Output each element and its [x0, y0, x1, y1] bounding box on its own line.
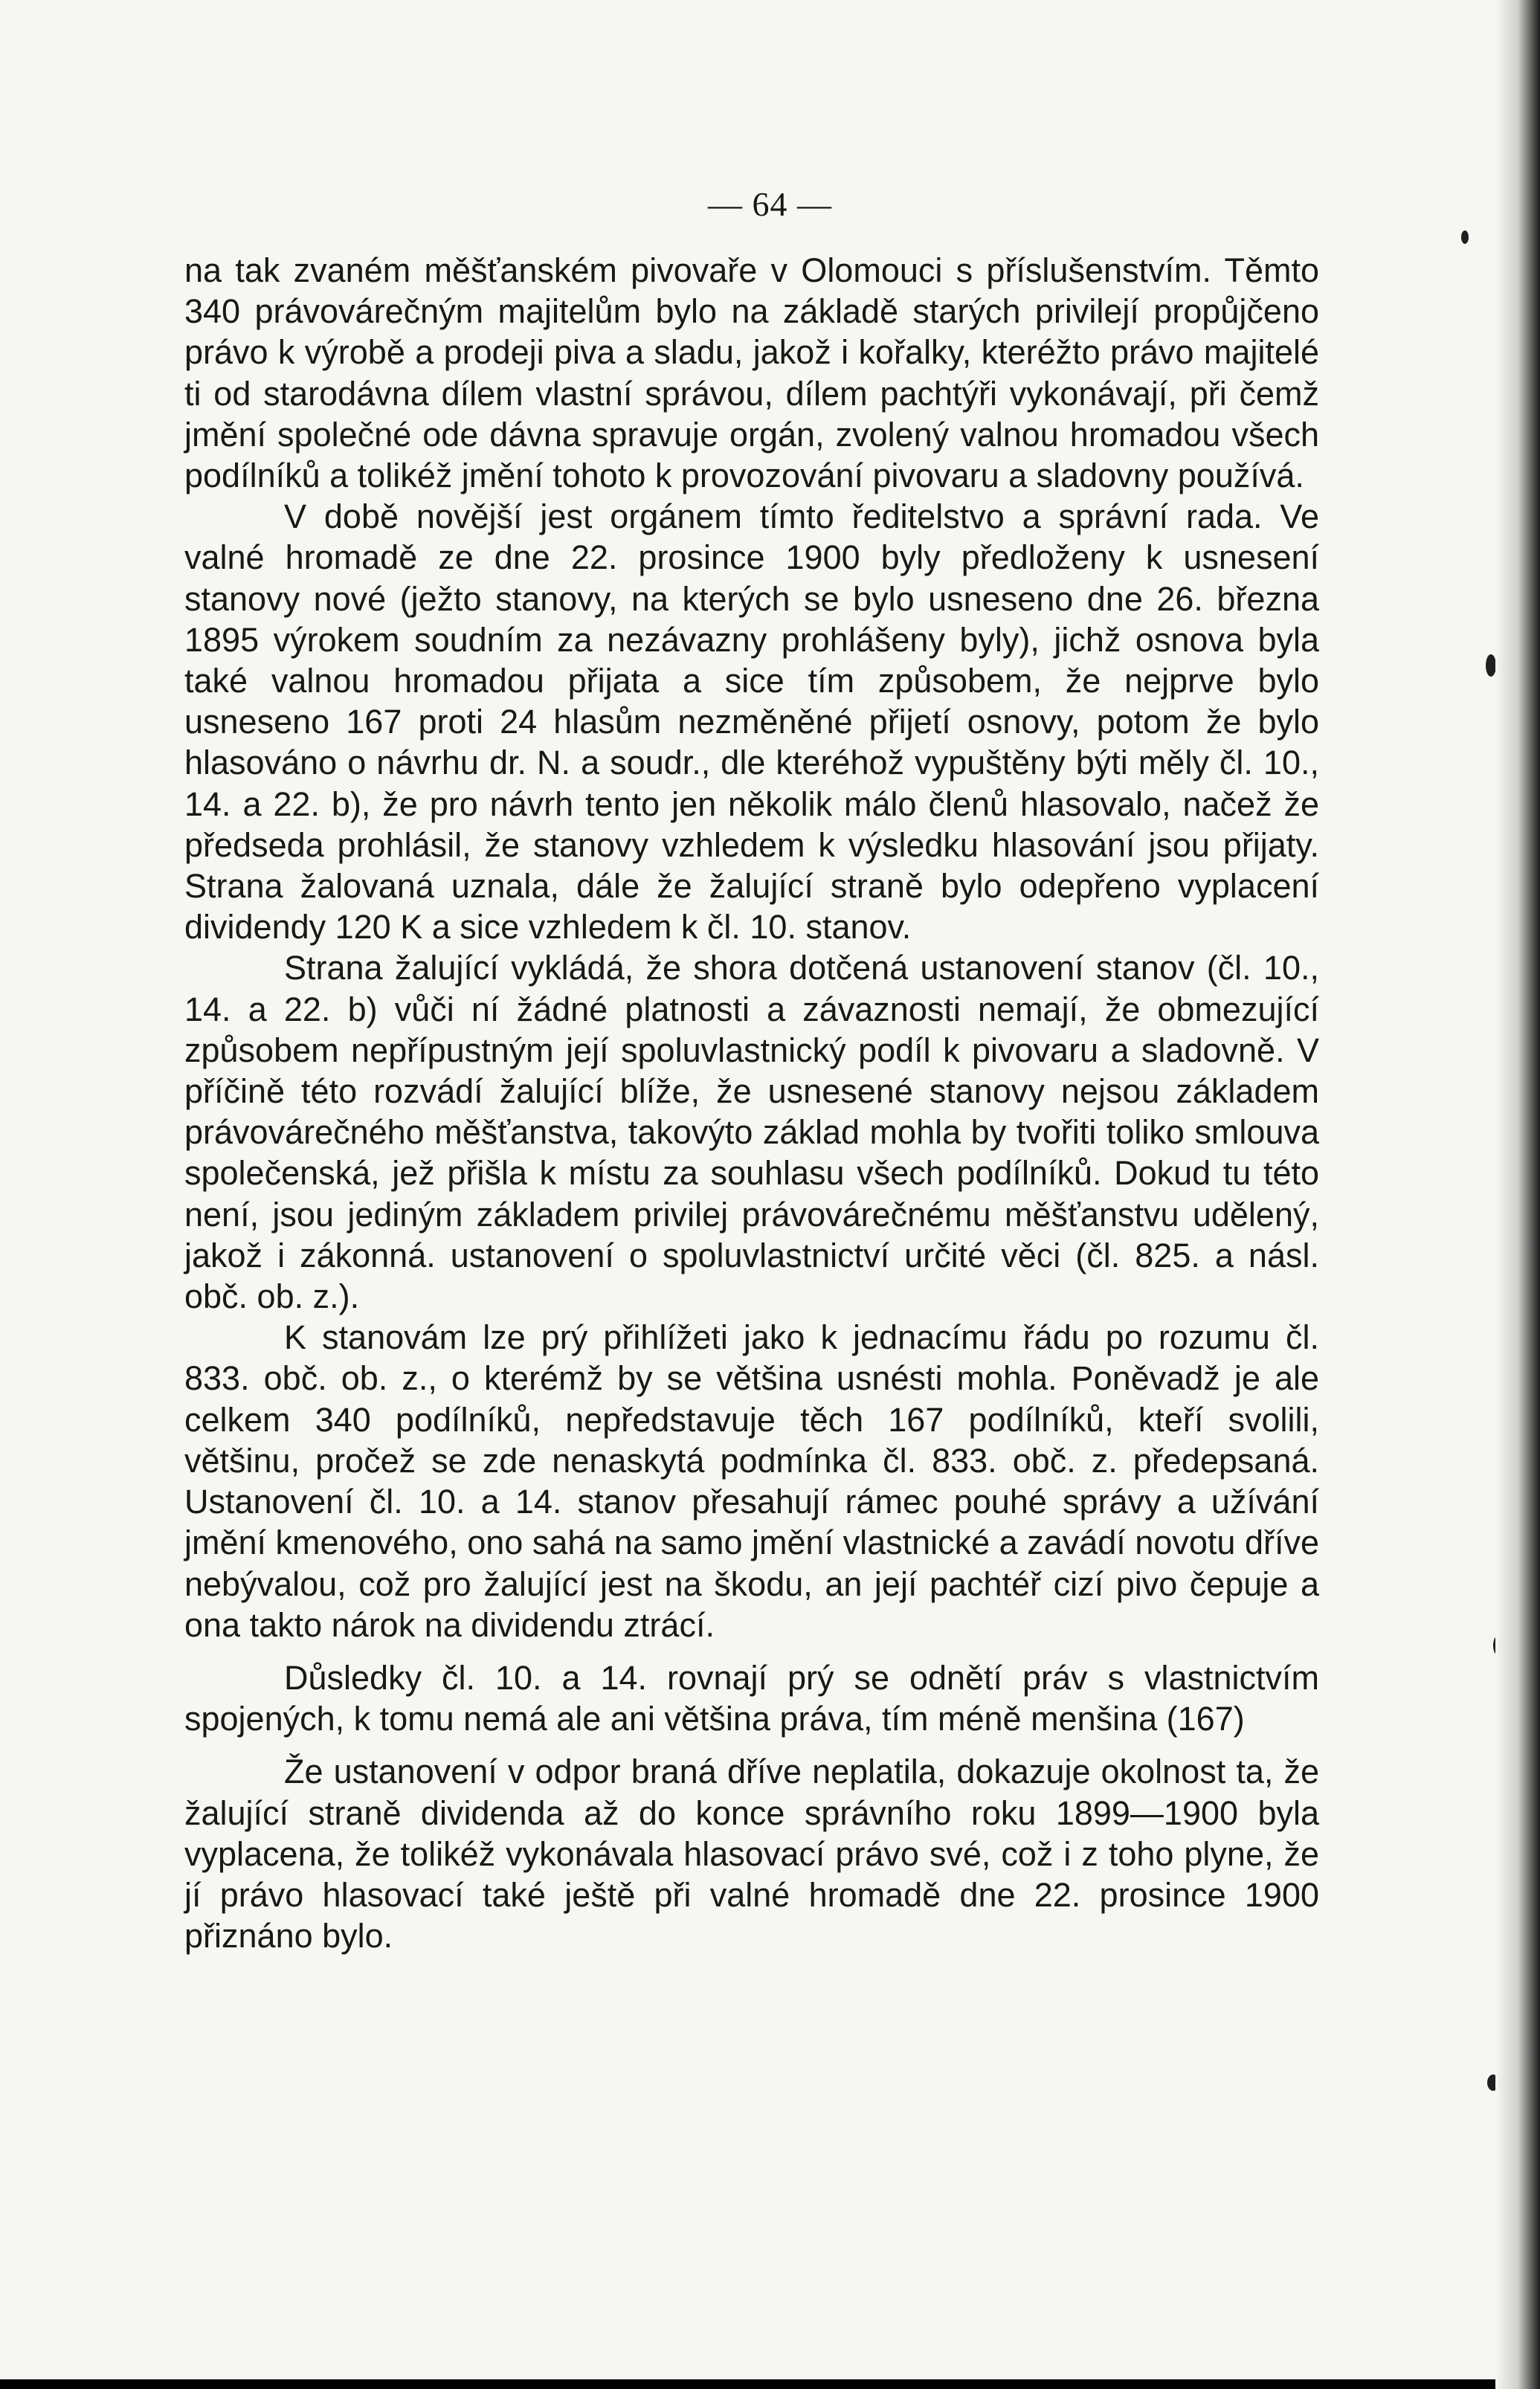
body-text: [184, 250, 1319, 1956]
page-number: — 64 —: [708, 185, 832, 223]
paragraph-3: Strana žalující vykládá, že shora dotčená ustanovení stanov (čl. 10., 14. a 22. b) vůči ní žádné platnosti a závaznosti nemají, že obmezující způsobem nepřípustným její spoluvlastnický podíl k pivovaru a sladovně. V příčině této rozvádí žalující blíže, že usnesené stanovy nejsou základem právovárečného měšťanstva, takovýto základ mohla by tvořiti toliko smlouva společenská, jež přišla k místu za souhlasu všech podílníků. Dokud tu této není, jsou jediným základem privilej právovárečnému měšťanstvu udělený, jakož i zákonná. ustanovení o spoluvlastnictví určité věci (čl. 825. a násl. obč. ob. z.).: [184, 949, 1319, 1316]
paragraph-2: V době novější jest orgánem tímto ředitelstvo a správní rada. Ve valné hromadě ze dne 22. prosince 1900 byly předloženy k usnesení stanovy nové (ježto stanovy, na kterých se bylo usneseno dne 26. března 1895 výrokem soudním za nezávazny prohlášeny byly), jichž osnova byla také valnou hromadou přijata a sice tím způsobem, že nejprve bylo usneseno 167 proti 24 hlasům nezměněné přijetí osnovy, potom že bylo hlasováno o návrhu dr. N. a soudr., dle kteréhož vypuštěny býti měly čl. 10., 14. a 22. b), že pro návrh tento jen několik málo členů hlasovalo, načež že předseda prohlásil, že stanovy vzhledem k výsledku hlasování jsou přijaty. Strana žalovaná uznala, dále že žalující straně bylo odepřeno vyplacení dividendy 120 K a sice vzhledem k čl. 10. stanov.: [184, 497, 1319, 947]
scan-speck: [1461, 230, 1469, 244]
paragraph-6: Že ustanovení v odpor braná dříve neplatila, dokazuje okolnost ta, že žalující straně dividenda až do konce správního roku 1899—1900 byla vyplacena, že tolikéž vykonávala hlasovací právo své, což i z toho plyne, že jí právo hlasovací také ještě při valné hromadě dne 22. prosince 1900 přiznáno bylo.: [184, 1753, 1319, 1956]
paragraph-1: na tak zvaném měšťanském pivovaře v Olomouci s příslušenstvím. Těmto 340 právovárečným majitelům bylo na základě starých privilejí propůjčeno právo k výrobě a prodeji piva a sladu, jakož i kořalky, kteréžto právo majitelé ti od starodávna dílem vlastní správou, dílem pachtýři vykonávají, při čemž jmění společné ode dávna spravuje orgán, zvolený valnou hromadou všech podílníků a tolikéž jmění tohoto k provozování pivovaru a sladovny používá.: [184, 251, 1319, 495]
paragraph-5: Důsledky čl. 10. a 14. rovnají prý se odnětí práv s vlastnictvím spojených, k tomu nemá ale ani většina práva, tím méně menšina (167): [184, 1658, 1319, 1738]
paragraph-4: K stanovám lze prý přihlížeti jako k jednacímu řádu po rozumu čl. 833. obč. ob. z., o kterémž by se většina usnésti mohla. Poněvadž je ale celkem 340 podílníků, nepředstavuje těch 167 podílníků, kteří svolili, většinu, pročež se zde nenaskytá podmínka čl. 833. obč. z. předepsaná. Ustanovení čl. 10. a 14. stanov přesahují rámec pouhé správy a užívání jmění kmenového, ono sahá na samo jmění vlastnické a zavádí novotu dříve nebývalou, což pro žalující jest na škodu, an její pachtéř cizí pivo čepuje a ona takto nárok na dividendu ztrácí.: [184, 1318, 1319, 1644]
page-edge-shadow: [1495, 0, 1540, 2389]
scan-speck: [1486, 654, 1496, 677]
